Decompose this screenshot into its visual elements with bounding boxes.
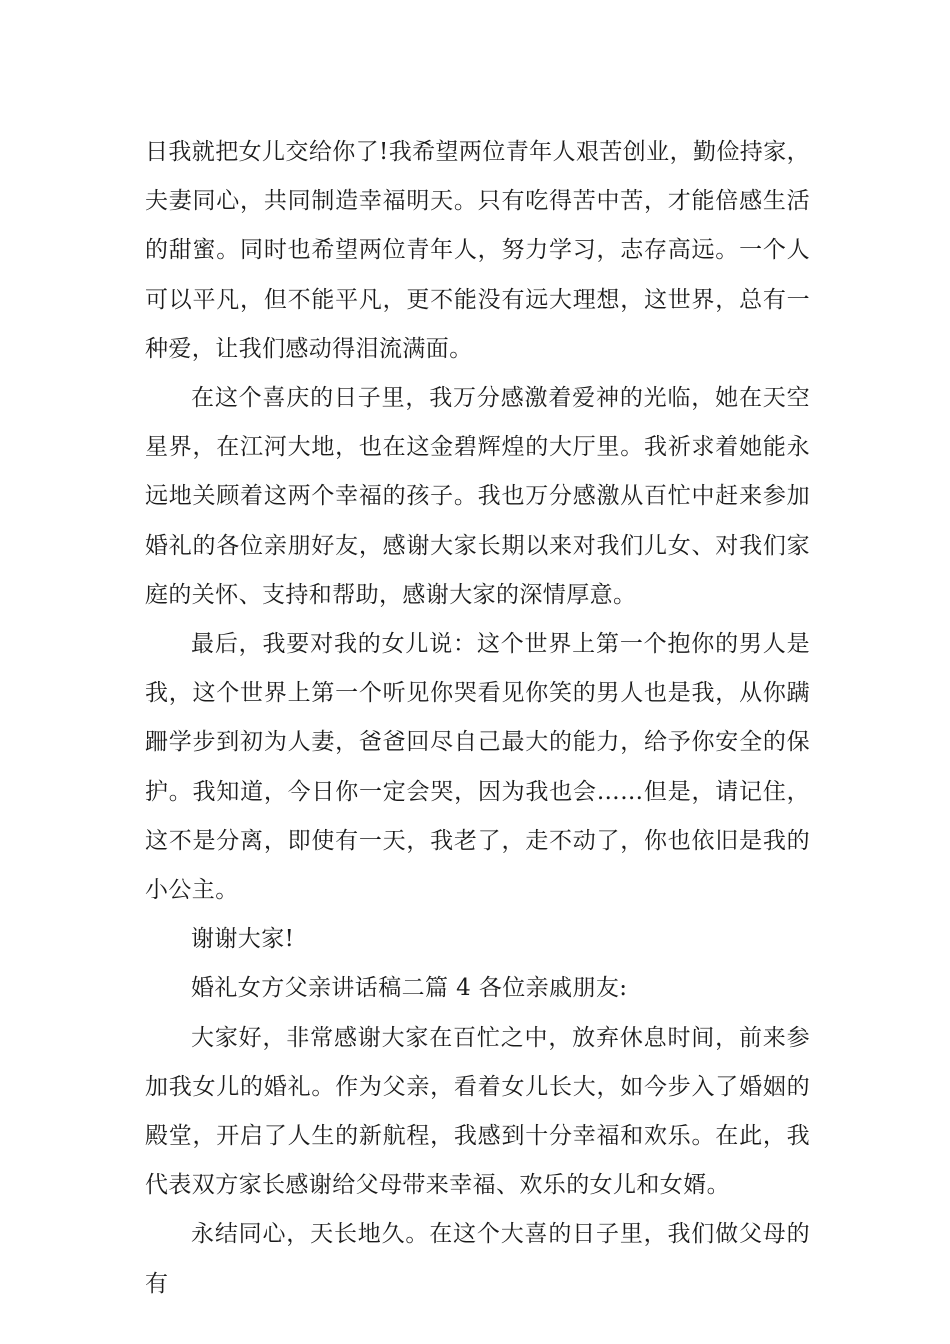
paragraph-greeting: 大家好，非常感谢大家在百忙之中，放弃休息时间，前来参加我女儿的婚礼。作为父亲，看着女儿长大，如今步入了婚姻的殿堂，开启了人生的新航程，我感到十分幸福和欢乐。在此，我代表双方家长感谢给父母带来幸福、欢乐的女儿和女婿。 (145, 1024, 810, 1199)
paragraph-closing-start: 永结同心，天长地久。在这个大喜的日子里，我们做父母的有 (145, 1221, 810, 1297)
section-heading: 婚礼女方父亲讲话稿二篇 4 各位亲戚朋友: (191, 975, 628, 1002)
document-body (145, 128, 810, 1309)
paragraph-to-daughter: 最后，我要对我的女儿说：这个世界上第一个抱你的男人是我，这个世界上第一个听见你哭看见你笑的男人也是我，从你蹒跚学步到初为人妻，爸爸回尽自己最大的能力，给予你安全的保护。我知道，今日你一定会哭，因为我也会……但是，请记住，这不是分离，即使有一天，我老了，走不动了，你也依旧是我的小公主。 (145, 631, 810, 904)
paragraph-continuation: 日我就把女儿交给你了!我希望两位青年人艰苦创业，勤俭持家，夫妻同心，共同制造幸福明天。只有吃得苦中苦，才能倍感生活的甜蜜。同时也希望两位青年人，努力学习，志存高远。一个人可以平凡，但不能平凡，更不能没有远大理想，这世界，总有一种爱，让我们感动得泪流满面。 (145, 139, 810, 362)
paragraph-thanks: 谢谢大家! (191, 926, 295, 953)
paragraph-gratitude: 在这个喜庆的日子里，我万分感激着爱神的光临，她在天空星界，在江河大地，也在这金碧辉煌的大厅里。我祈求着她能永远地关顾着这两个幸福的孩子。我也万分感激从百忙中赶来参加婚礼的各位亲朋好友，感谢大家长期以来对我们儿女、对我们家庭的关怀、支持和帮助，感谢大家的深情厚意。 (145, 385, 810, 608)
